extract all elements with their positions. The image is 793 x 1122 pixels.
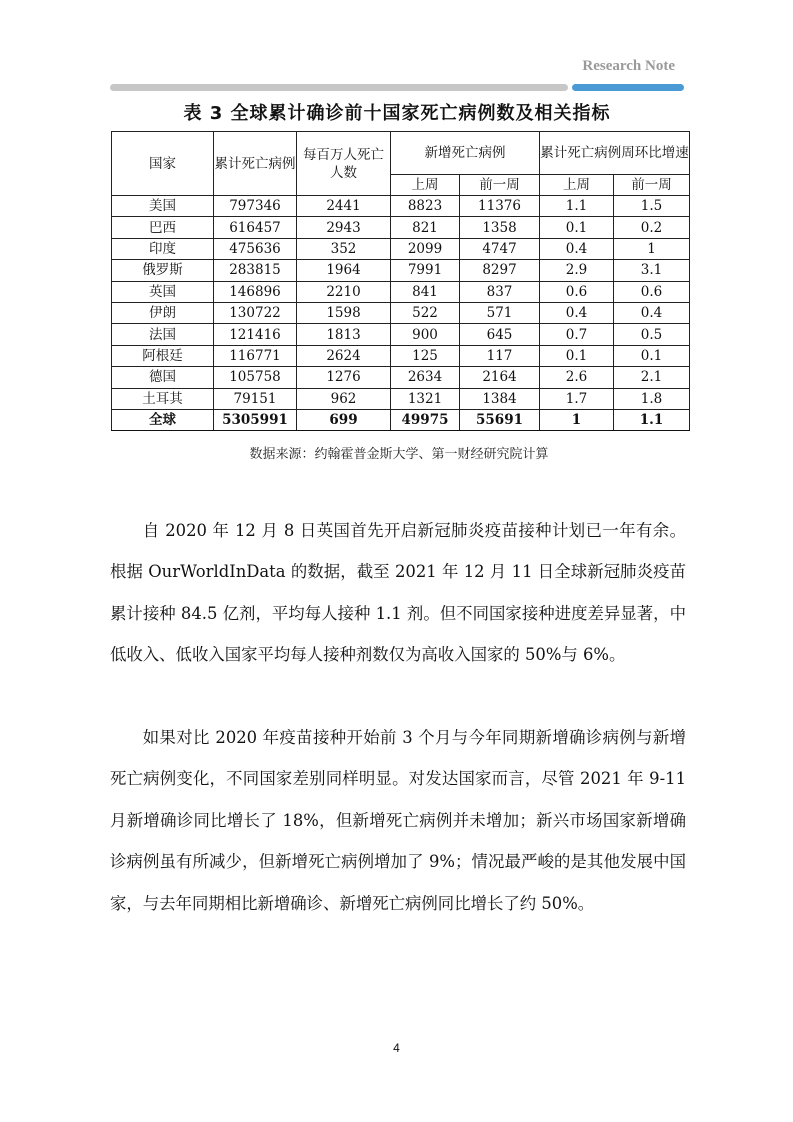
value-cell: 616457 — [214, 217, 297, 238]
value-cell: 4747 — [460, 238, 540, 259]
value-cell: 0.1 — [540, 345, 614, 366]
header-deaths-per-million: 每百万人死亡人数 — [297, 132, 391, 196]
header-cum-deaths: 累计死亡病例 — [214, 132, 297, 196]
value-cell: 2164 — [460, 367, 540, 388]
value-cell: 1276 — [297, 367, 391, 388]
table-row — [112, 367, 690, 388]
table-row — [112, 324, 690, 345]
value-cell: 121416 — [214, 324, 297, 345]
value-cell: 699 — [297, 409, 391, 430]
value-cell: 1321 — [391, 388, 460, 409]
table-row — [112, 345, 690, 366]
value-cell: 475636 — [214, 238, 297, 259]
header-growth-last-week: 上周 — [540, 175, 614, 196]
value-cell: 2624 — [297, 345, 391, 366]
header-rule-blue — [572, 84, 684, 91]
country-cell: 德国 — [112, 367, 214, 388]
value-cell: 105758 — [214, 367, 297, 388]
value-cell: 1.1 — [540, 196, 614, 217]
value-cell: 900 — [391, 324, 460, 345]
value-cell: 1.5 — [614, 196, 690, 217]
value-cell: 0.4 — [540, 302, 614, 323]
value-cell: 1598 — [297, 302, 391, 323]
table-row — [112, 388, 690, 409]
country-cell: 土耳其 — [112, 388, 214, 409]
value-cell: 283815 — [214, 260, 297, 281]
header-country: 国家 — [112, 132, 214, 196]
country-cell: 俄罗斯 — [112, 260, 214, 281]
value-cell: 1384 — [460, 388, 540, 409]
country-cell: 美国 — [112, 196, 214, 217]
value-cell: 130722 — [214, 302, 297, 323]
table-row — [112, 217, 690, 238]
header-rule-gray — [110, 84, 568, 91]
table-row — [112, 196, 690, 217]
header-new-last-week: 上周 — [391, 175, 460, 196]
table-source: 数据来源：约翰霍普金斯大学、第一财经研究院计算 — [249, 447, 549, 462]
deaths-table — [111, 131, 690, 431]
page-number: 4 — [393, 1041, 400, 1055]
value-cell: 2441 — [297, 196, 391, 217]
value-cell: 0.4 — [540, 238, 614, 259]
body-paragraph-2: 如果对比 2020 年疫苗接种开始前 3 个月与今年同期新增确诊病例与新增死亡病例变化，不同国家差别同样明显。对发达国家而言，尽管 2021 年 9-11 月新增确诊同比增长了 18%，但新增死亡病例并未增加；新兴市场国家新增确诊病例虽有所减少，但新增死亡病例增加了 9%；情况最严峻的是其他发展中国家，与去年同期相比新增确诊、新增死亡病例同比增长了约 50%。 — [110, 728, 686, 913]
value-cell: 117 — [460, 345, 540, 366]
country-cell: 法国 — [112, 324, 214, 345]
value-cell: 352 — [297, 238, 391, 259]
value-cell: 2099 — [391, 238, 460, 259]
table-total-row — [112, 409, 690, 430]
value-cell: 0.5 — [614, 324, 690, 345]
value-cell: 522 — [391, 302, 460, 323]
value-cell: 2.1 — [614, 367, 690, 388]
header-growth: 累计死亡病例周环比增速 — [540, 132, 690, 175]
value-cell: 645 — [460, 324, 540, 345]
value-cell: 49975 — [391, 409, 460, 430]
value-cell: 841 — [391, 281, 460, 302]
header-growth-prev-week: 前一周 — [614, 175, 690, 196]
value-cell: 821 — [391, 217, 460, 238]
body-paragraph-1: 自 2020 年 12 月 8 日英国首先开启新冠肺炎疫苗接种计划已一年有余。根据 OurWorldInData 的数据，截至 2021 年 12 月 11 日全球新冠肺炎疫苗累计接种 84.5 亿剂，平均每人接种 1.1 剂。但不同国家接种进度差异显著，中低收入、低收入国家平均每人接种剂数仅为高收入国家的 50%与 6%。 — [110, 521, 686, 665]
value-cell: 116771 — [214, 345, 297, 366]
country-cell: 巴西 — [112, 217, 214, 238]
value-cell: 1 — [614, 238, 690, 259]
value-cell: 0.6 — [614, 281, 690, 302]
value-cell: 146896 — [214, 281, 297, 302]
table-row — [112, 302, 690, 323]
header-note: Research Note — [582, 58, 675, 74]
value-cell: 962 — [297, 388, 391, 409]
value-cell: 1.7 — [540, 388, 614, 409]
header-new-prev-week: 前一周 — [460, 175, 540, 196]
value-cell: 0.1 — [614, 345, 690, 366]
value-cell: 3.1 — [614, 260, 690, 281]
country-cell: 阿根廷 — [112, 345, 214, 366]
value-cell: 8297 — [460, 260, 540, 281]
value-cell: 0.6 — [540, 281, 614, 302]
value-cell: 0.1 — [540, 217, 614, 238]
value-cell: 79151 — [214, 388, 297, 409]
country-cell: 英国 — [112, 281, 214, 302]
value-cell: 1813 — [297, 324, 391, 345]
table-body — [112, 196, 690, 431]
header-new-deaths: 新增死亡病例 — [391, 132, 540, 175]
value-cell: 837 — [460, 281, 540, 302]
value-cell: 1.1 — [614, 409, 690, 430]
value-cell: 797346 — [214, 196, 297, 217]
value-cell: 2943 — [297, 217, 391, 238]
value-cell: 55691 — [460, 409, 540, 430]
value-cell: 571 — [460, 302, 540, 323]
value-cell: 1964 — [297, 260, 391, 281]
value-cell: 1358 — [460, 217, 540, 238]
table-row — [112, 260, 690, 281]
value-cell: 0.2 — [614, 217, 690, 238]
country-cell: 全球 — [112, 409, 214, 430]
table-row — [112, 238, 690, 259]
value-cell: 2634 — [391, 367, 460, 388]
value-cell: 5305991 — [214, 409, 297, 430]
table-row — [112, 281, 690, 302]
value-cell: 0.4 — [614, 302, 690, 323]
table-title: 表 3 全球累计确诊前十国家死亡病例数及相关指标 — [183, 103, 611, 124]
value-cell: 8823 — [391, 196, 460, 217]
value-cell: 1.8 — [614, 388, 690, 409]
value-cell: 2210 — [297, 281, 391, 302]
country-cell: 印度 — [112, 238, 214, 259]
country-cell: 伊朗 — [112, 302, 214, 323]
value-cell: 2.6 — [540, 367, 614, 388]
value-cell: 0.7 — [540, 324, 614, 345]
value-cell: 125 — [391, 345, 460, 366]
value-cell: 11376 — [460, 196, 540, 217]
value-cell: 7991 — [391, 260, 460, 281]
value-cell: 1 — [540, 409, 614, 430]
value-cell: 2.9 — [540, 260, 614, 281]
